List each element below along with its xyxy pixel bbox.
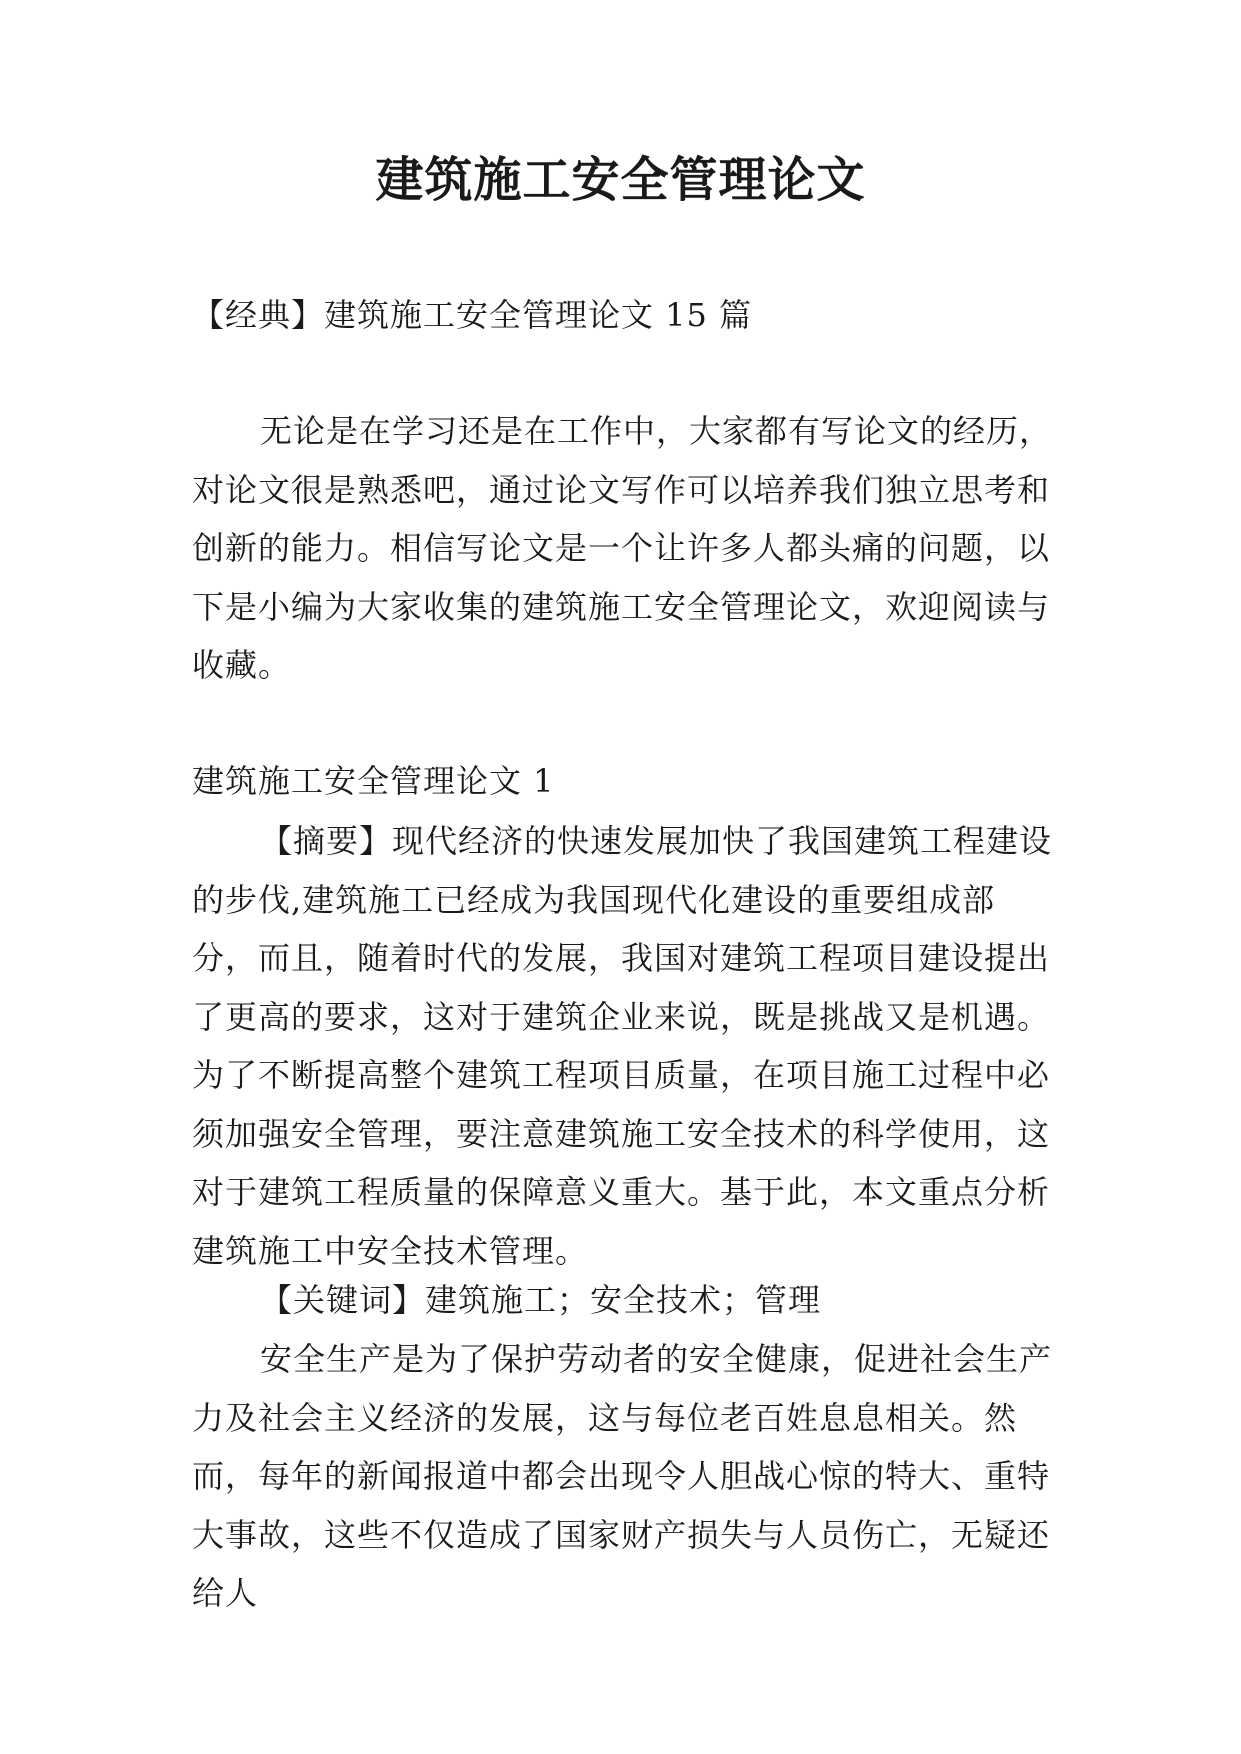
intro-paragraph: 无论是在学习还是在工作中，大家都有写论文的经历，对论文很是熟悉吧，通过论文写作可以培养我们独立思考和创新的能力。相信写论文是一个让许多人都头痛的问题，以下是小编为大家收集的建筑施工安全管理论文，欢迎阅读与收藏。: [192, 412, 1053, 684]
section-heading: 建筑施工安全管理论文 1: [192, 762, 555, 800]
document-subtitle: 【经典】建筑施工安全管理论文 15 篇: [192, 296, 753, 334]
body-paragraph: 安全生产是为了保护劳动者的安全健康，促进社会生产力及社会主义经济的发展，这与每位老百姓息息相关。然而，每年的新闻报道中都会出现令人胆战心惊的特大、重特大事故，这些不仅造成了国家财产损失与人员伤亡，无疑还给人: [192, 1340, 1053, 1612]
document-title: 建筑施工安全管理论文: [375, 152, 866, 208]
keywords-line: 【关键词】建筑施工；安全技术；管理: [260, 1281, 822, 1319]
abstract-paragraph: 【摘要】现代经济的快速发展加快了我国建筑工程建设的步伐,建筑施工已经成为我国现代化建设的重要组成部分，而且，随着时代的发展，我国对建筑工程项目建设提出了更高的要求，这对于建筑企业来说，既是挑战又是机遇。为了不断提高整个建筑工程项目质量，在项目施工过程中必须加强安全管理，要注意建筑施工安全技术的科学使用，这对于建筑工程质量的保障意义重大。基于此，本文重点分析建筑施工中安全技术管理。: [192, 822, 1053, 1270]
